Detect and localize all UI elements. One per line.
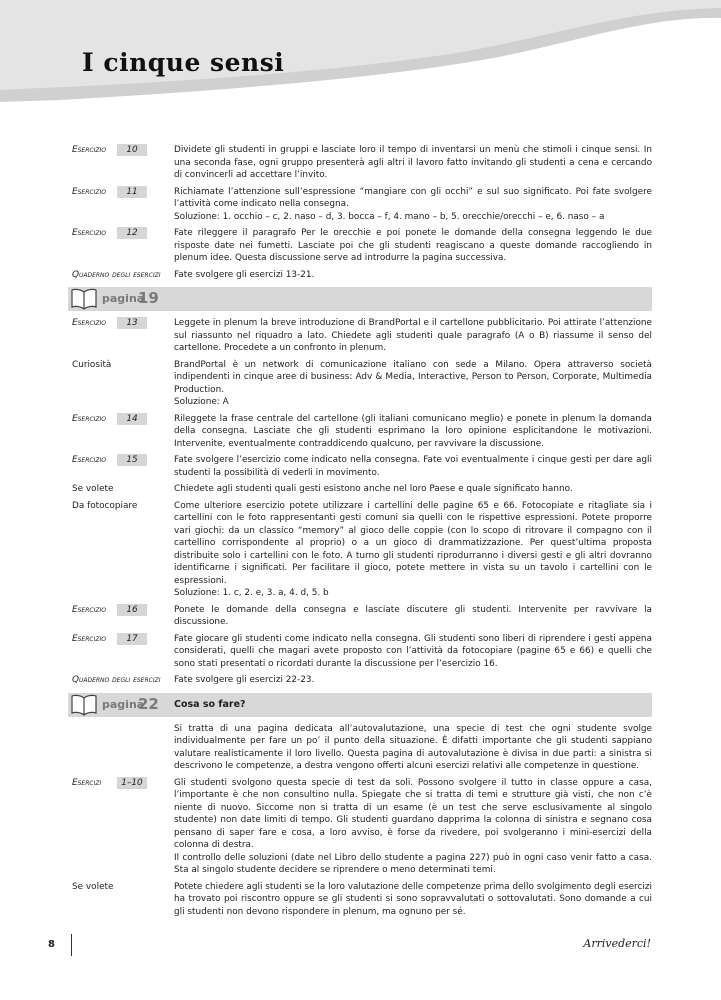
- section-text: [174, 454, 652, 479]
- exercise-number-badge: 15: [117, 454, 147, 466]
- section-kind: Se volete: [72, 484, 114, 494]
- footer-divider: [71, 934, 72, 956]
- section-row: [72, 881, 652, 919]
- text-paragraph: Fate rileggere il paragrafo Per le orecchie e poi ponete le domande della consegna leggendo le due risposte date nei fumetti. Lasciate poi che gli studenti reagiscano a queste domande raccogliendo in plenum idee. Questa discussione serve ad introdurre la pagina successiva.: [174, 228, 652, 263]
- section-kind: Curiosità: [72, 359, 112, 370]
- footer-page-number: 8: [48, 939, 55, 950]
- section-row: [72, 227, 652, 265]
- section-kind: Esercizio: [72, 455, 106, 465]
- text-paragraph: Fate giocare gli studenti come indicato nella consegna. Gli studenti sono liberi di riprendere i gesti appena considerati, quelli che magari avete proposto con l’attività da fotocopiare (pagine 65 e 66) e quelli che sono stati presentati o ricordati durante la discussione per l’esercizio 16.: [174, 633, 652, 669]
- section-kind: Se volete: [72, 881, 114, 892]
- page-section-title: Cosa so fare?: [174, 698, 246, 710]
- section-kind: Quaderno degli esercizi: [72, 675, 161, 685]
- section-text: [174, 144, 652, 182]
- text-paragraph: Fate svolgere gli esercizi 13-21.: [174, 269, 315, 280]
- exercise-number-badge: 16: [117, 604, 147, 616]
- exercise-number-badge: 17: [117, 633, 147, 645]
- section-label: [72, 483, 174, 496]
- section-label: [72, 317, 174, 330]
- text-paragraph: Dividete gli studenti in gruppi e lasciate loro il tempo di inventarsi un menù che stimoli i cinque sensi. In una seconda fase, ogni gruppo presenterà agli altri il lavoro fatto invitando gli studenti a cena e cercando di convincerli ad accettare l’invito.: [174, 145, 652, 180]
- section-group-page18: [72, 144, 652, 281]
- section-row: [72, 317, 652, 355]
- text-paragraph: Richiamate l’attenzione sull’espressione “mangiare con gli occhi” e sul suo significato. Poi fate svolgere l’attività come indicato nella consegna.: [174, 186, 652, 209]
- exercise-number-badge: 12: [117, 227, 147, 239]
- exercise-number-badge: 1–10: [117, 777, 147, 789]
- text-paragraph: Si tratta di una pagina dedicata all’autovalutazione, una specie di test che ogni studente svolge individualmente per fare un po’ il punto della situazione. È difatti importante che gli studenti sappiano valutare realisticamente il loro livello. Questa pagina di autovalutazione è divisa in due parti: a sinistra si descrivono le competenze, a destra vengono offerti alcuni esercizi relativi alle competenze in questione.: [174, 723, 652, 771]
- page-word: pagina: [102, 292, 145, 305]
- text-paragraph: Ponete le domande della consegna e lasciate discutere gli studenti. Intervenite per ravvivare la discussione.: [174, 604, 652, 627]
- section-group-page22: [72, 723, 652, 919]
- section-text: [174, 359, 652, 409]
- page-number: 22: [138, 694, 159, 713]
- section-kind: Quaderno degli esercizi: [72, 269, 161, 280]
- text-paragraph: Soluzione: 1. occhio – c, 2. naso – d, 3. bocca – f, 4. mano – b, 5. orecchie/orecchi – e, 6. naso – a: [174, 211, 605, 222]
- section-text: [174, 483, 652, 496]
- section-row: [72, 144, 652, 182]
- text-paragraph: Gli studenti svolgono questa specie di test da soli. Possono svolgere il tutto in classe oppure a casa, l’importante è che non consultino nulla. Spiegate che si tratta di temi e strutture già visti, che non c’è niente di nuovo. Siccome non si tratta di un esame (è un test che serve esclusivamente al singolo studente) non date limiti di tempo. Gli studenti guardano dapprima la colonna di sinistra e segnano cosa pensano di saper fare e cosa, a loro avviso, è forse da rivedere, poi svolgeranno i mini-esercizi della colonna di destra.: [174, 777, 652, 850]
- section-label: [72, 413, 174, 426]
- section-label: [72, 881, 174, 894]
- section-kind: Esercizio: [72, 633, 106, 644]
- section-label: [72, 500, 174, 513]
- text-paragraph: Soluzione: A: [174, 397, 229, 407]
- section-text: [174, 777, 652, 877]
- section-text: [174, 723, 652, 773]
- section-kind: Esercizi: [72, 777, 102, 788]
- text-paragraph: Fate svolgere l’esercizio come indicato nella consegna. Fate voi eventualmente i cinque gesti per dare agli studenti la possibilità di vederli in movimento.: [174, 455, 652, 478]
- section-kind: Esercizio: [72, 228, 106, 238]
- section-text: [174, 674, 652, 687]
- text-paragraph: Rileggete la frase centrale del cartellone (gli italiani comunicano meglio) e ponete in plenum la domanda della consegna. Lasciate che gli studenti esprimano la loro opinione esplicitandone le motivazioni. Intervenite, eventualmente contraddicendo qualcuno, per ravvivare la discussione.: [174, 413, 652, 449]
- page-word: pagina: [102, 697, 145, 711]
- section-kind: Esercizio: [72, 413, 106, 424]
- section-label: [72, 454, 174, 467]
- section-kind: Esercizio: [72, 145, 106, 155]
- main-content: [72, 144, 652, 922]
- exercise-number-badge: 13: [117, 317, 147, 329]
- text-paragraph: Chiedete agli studenti quali gesti esistono anche nel loro Paese e quale significato hanno.: [174, 484, 573, 494]
- section-label: [72, 359, 174, 372]
- section-text: [174, 227, 652, 265]
- section-text: [174, 881, 652, 919]
- page-number: 19: [138, 289, 159, 307]
- section-text: [174, 500, 652, 600]
- text-paragraph: Fate svolgere gli esercizi 22-23.: [174, 675, 315, 685]
- exercise-number-badge: 14: [117, 413, 147, 425]
- section-label: [72, 604, 174, 617]
- section-text: [174, 269, 652, 282]
- text-paragraph: Soluzione: 1. c, 2. e, 3. a, 4. d, 5. b: [174, 588, 329, 598]
- section-label: [72, 674, 174, 687]
- section-label: [72, 777, 174, 790]
- text-paragraph: Come ulteriore esercizio potete utilizzare i cartellini delle pagine 65 e 66. Fotocopiate e ritagliate sia i cartellini con le foto rappresentanti gesti comuni sia quelli con le rispettive espressioni. Potete proporre vari giochi: da un classico “memory” al gioco delle coppie (con lo scopo di ritrovare il compagno con il cartellino corrispondente al proprio) o a un gioco di drammatizzazione. Per quest’ultima proposta distribuite solo i cartellini con le foto. A turno gli studenti riprodurranno i diversi gesti e gli altri dovranno identificarne i significati. Per facilitare il gioco, potete mettere in vista su un tavolo i cartellini con le espressioni.: [174, 500, 652, 586]
- section-text: [174, 604, 652, 629]
- section-row: [72, 500, 652, 600]
- section-row: [72, 269, 652, 282]
- section-label: [72, 269, 174, 282]
- section-row: [72, 454, 652, 479]
- section-row: [72, 413, 652, 451]
- section-row: [72, 723, 652, 773]
- page-19-bar: [68, 287, 652, 311]
- section-row: [72, 186, 652, 224]
- exercise-number-badge: 10: [117, 144, 147, 156]
- section-row: [72, 777, 652, 877]
- section-group-page19: [72, 317, 652, 687]
- section-row: [72, 674, 652, 687]
- section-row: [72, 633, 652, 671]
- exercise-number-badge: 11: [117, 186, 147, 198]
- section-kind: Esercizio: [72, 318, 106, 328]
- section-kind: Esercizio: [72, 604, 106, 615]
- text-paragraph: Il controllo delle soluzioni (date nel Libro dello studente a pagina 227) può in ogni caso venir fatto a casa. Sta al singolo studente decidere se riprendere o meno determinati temi.: [174, 852, 652, 875]
- section-text: [174, 413, 652, 451]
- section-row: [72, 604, 652, 629]
- section-text: [174, 633, 652, 671]
- section-kind: Da fotocopiare: [72, 500, 138, 511]
- section-text: [174, 186, 652, 224]
- text-paragraph: Leggete in plenum la breve introduzione di BrandPortal e il cartellone pubblicitario. Poi attirate l’attenzione sul riassunto nel riquadro a lato. Chiedete agli studenti quale paragrafo (A o B) riassume il senso del cartellone. Procedete a un confronto in plenum.: [174, 318, 652, 353]
- footer-brand: Arrivederci!: [583, 937, 651, 950]
- section-label: [72, 144, 174, 157]
- text-paragraph: Potete chiedere agli studenti se la loro valutazione delle competenze prima dello svolgimento degli esercizi ha trovato poi riscontro oppure se gli studenti si sono sopravvalutati o sottovalutati. Sono domande a cui gli studenti non devono rispondere in plenum, ma ognuno per sé.: [174, 881, 652, 917]
- section-text: [174, 317, 652, 355]
- page-22-bar: [68, 693, 652, 717]
- section-label: [72, 227, 174, 240]
- section-label: [72, 186, 174, 199]
- text-paragraph: BrandPortal è un network di comunicazione italiano con sede a Milano. Opera attraverso società indipendenti in cinque aree di business: Adv & Media, Interactive, Person to Person, Corporate, Multimedia Production.: [174, 359, 652, 395]
- page-title: I cinque sensi: [82, 48, 285, 77]
- open-book-icon: [70, 694, 98, 716]
- section-kind: Esercizio: [72, 186, 106, 197]
- section-row: [72, 359, 652, 409]
- section-row: [72, 483, 652, 496]
- section-label: [72, 633, 174, 646]
- open-book-icon: [70, 288, 98, 310]
